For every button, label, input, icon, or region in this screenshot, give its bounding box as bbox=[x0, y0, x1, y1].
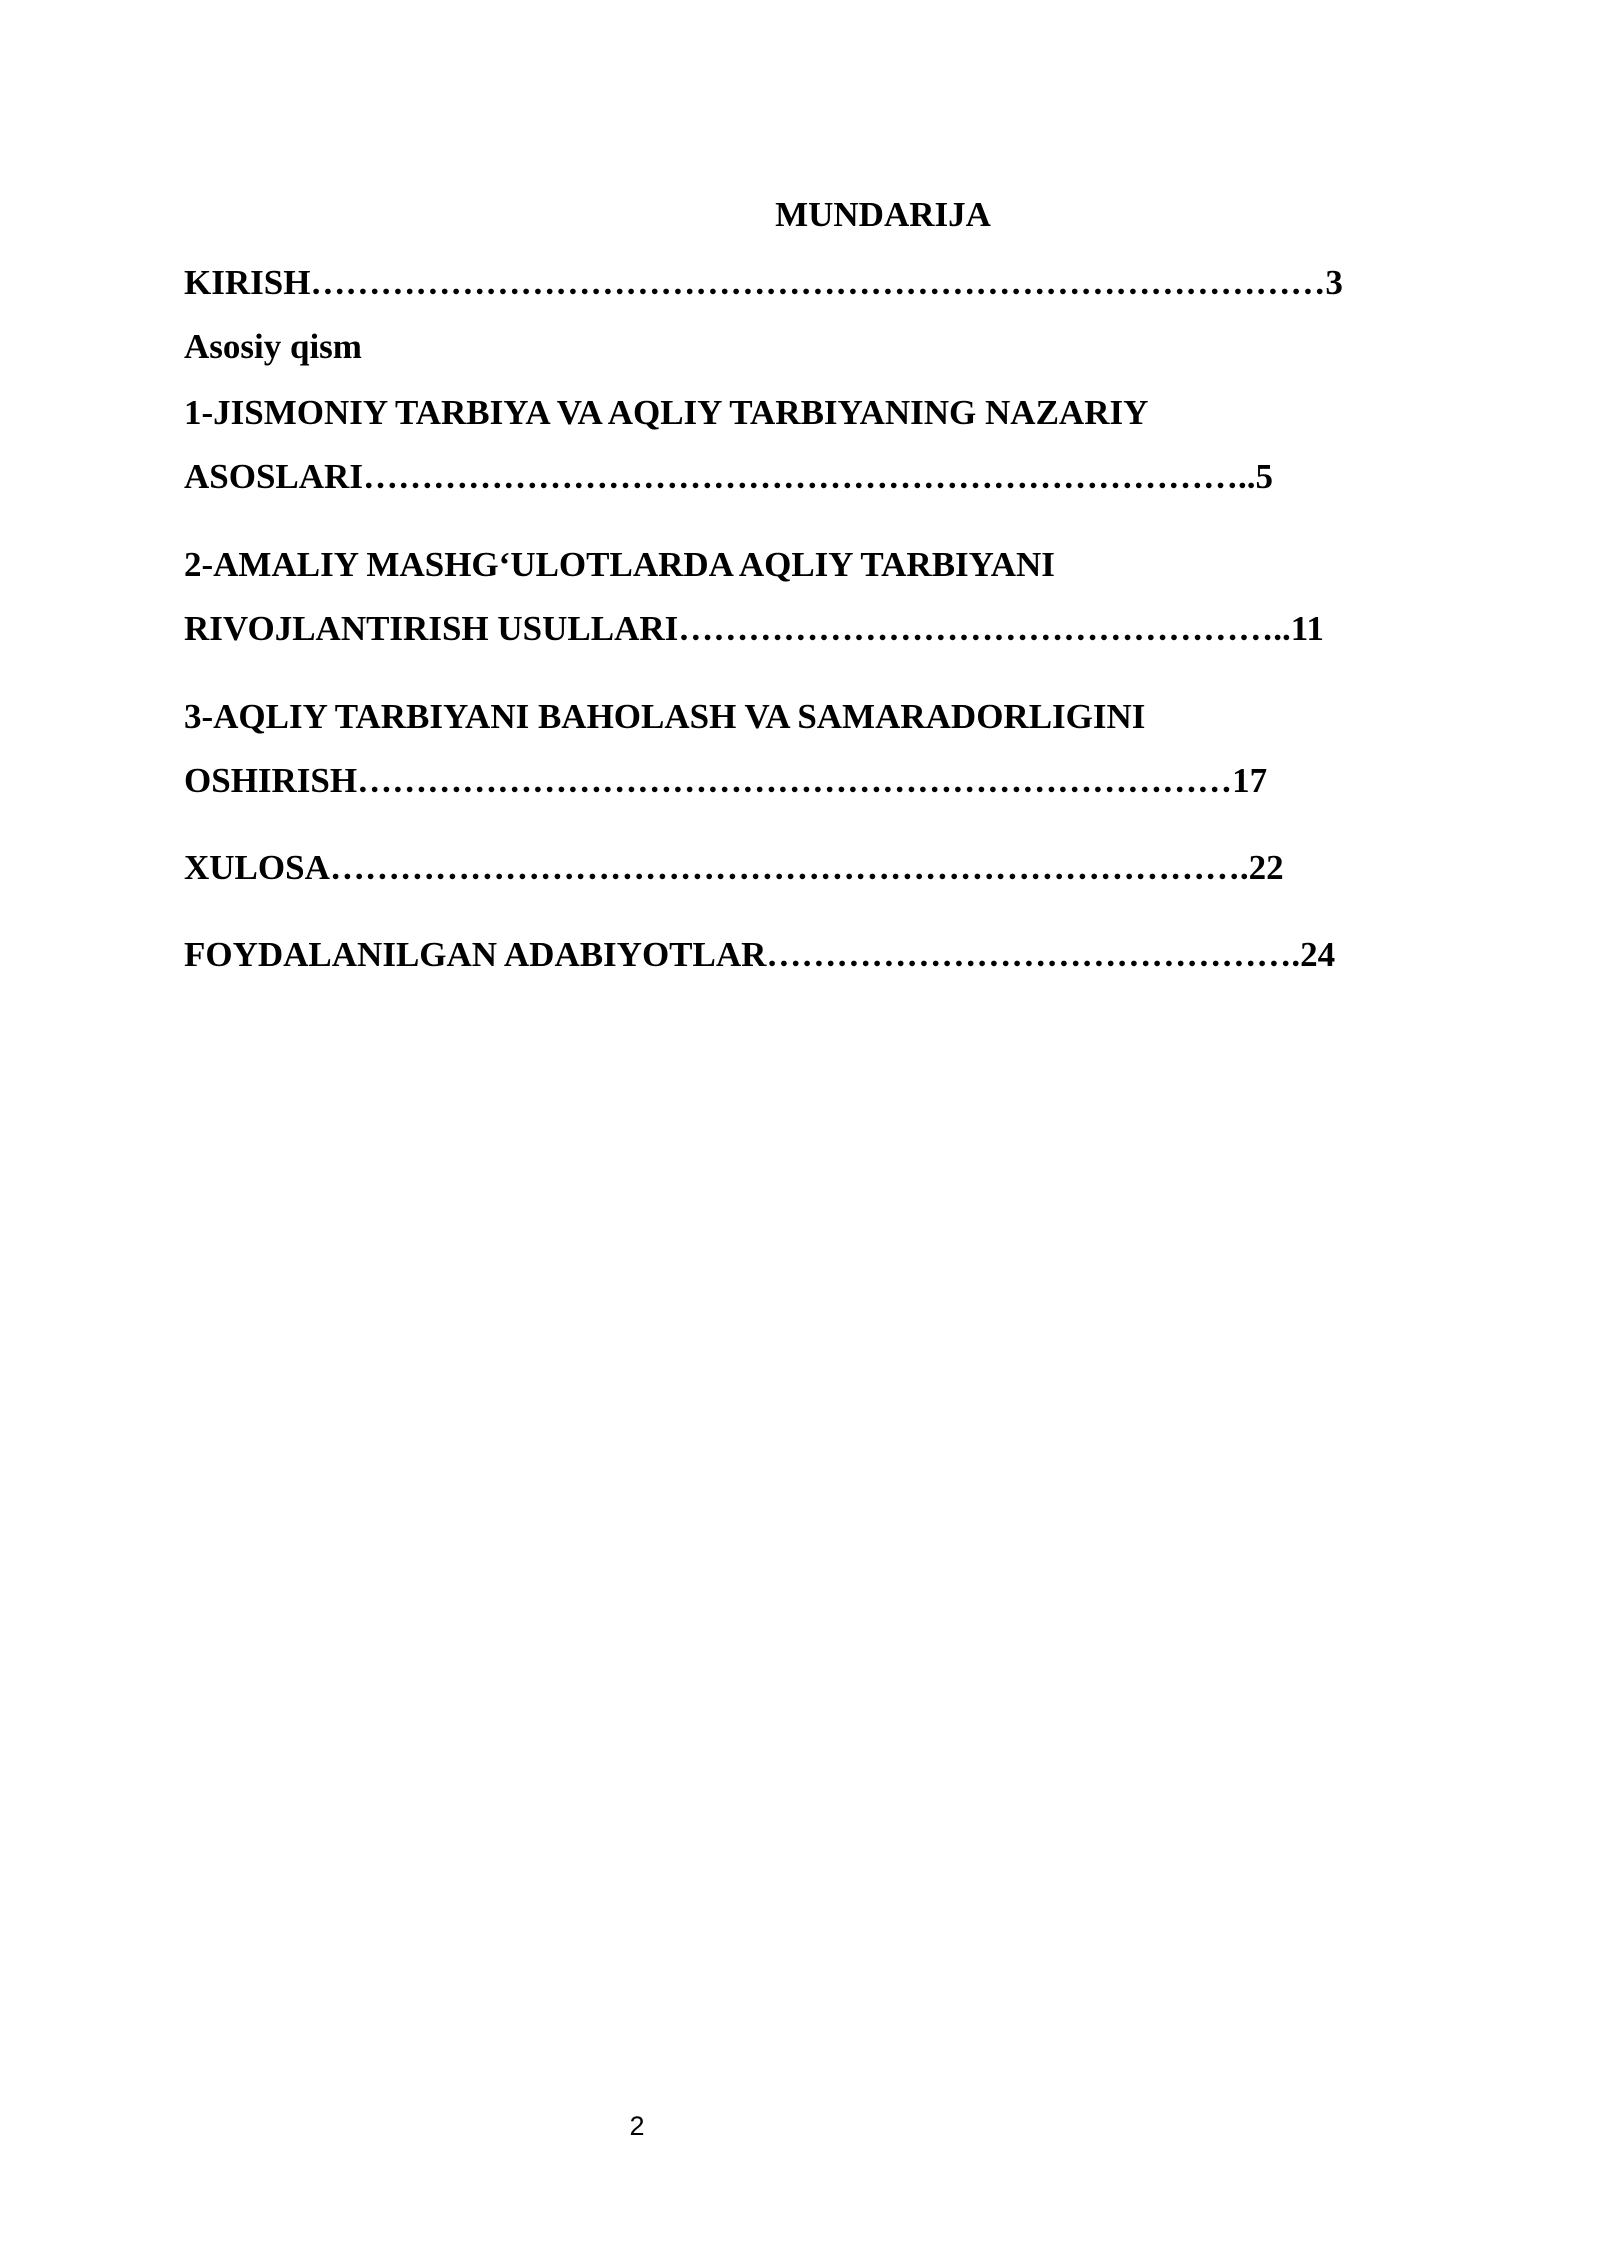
toc-entry-chapter-2-line-1: 2-AMALIY MASHG‘ULOTLARDA AQLIY TARBIYANI bbox=[184, 545, 1055, 584]
toc-entry-chapter-3-line-1: 3-AQLIY TARBIYANI BAHOLASH VA SAMARADORLIGINI bbox=[184, 697, 1146, 736]
toc-entry-kirish: KIRISH……………………………………………………………………………3 bbox=[184, 263, 1343, 302]
toc-section-label: Asosiy qism bbox=[184, 327, 362, 366]
toc-entry-chapter-3-line-2: OSHIRISH…………………………………………………………………17 bbox=[184, 761, 1268, 800]
toc-entry-chapter-2-line-2: RIVOJLANTIRISH USULLARI……………………………………………..11 bbox=[184, 609, 1324, 648]
toc-entry-xulosa: XULOSA…………………………………………………………………….22 bbox=[184, 848, 1284, 887]
toc-entry-adabiyotlar: FOYDALANILGAN ADABIYOTLAR……………………………………….24 bbox=[184, 935, 1336, 974]
toc-heading: MUNDARIJA bbox=[775, 195, 991, 234]
toc-entry-chapter-1-line-2: ASOSLARI…………………………………………………………………..5 bbox=[184, 457, 1273, 496]
toc-entry-chapter-1-line-1: 1-JISMONIY TARBIYA VA AQLIY TARBIYANING NAZARIY bbox=[184, 393, 1149, 432]
page-number: 2 bbox=[629, 2111, 645, 2141]
